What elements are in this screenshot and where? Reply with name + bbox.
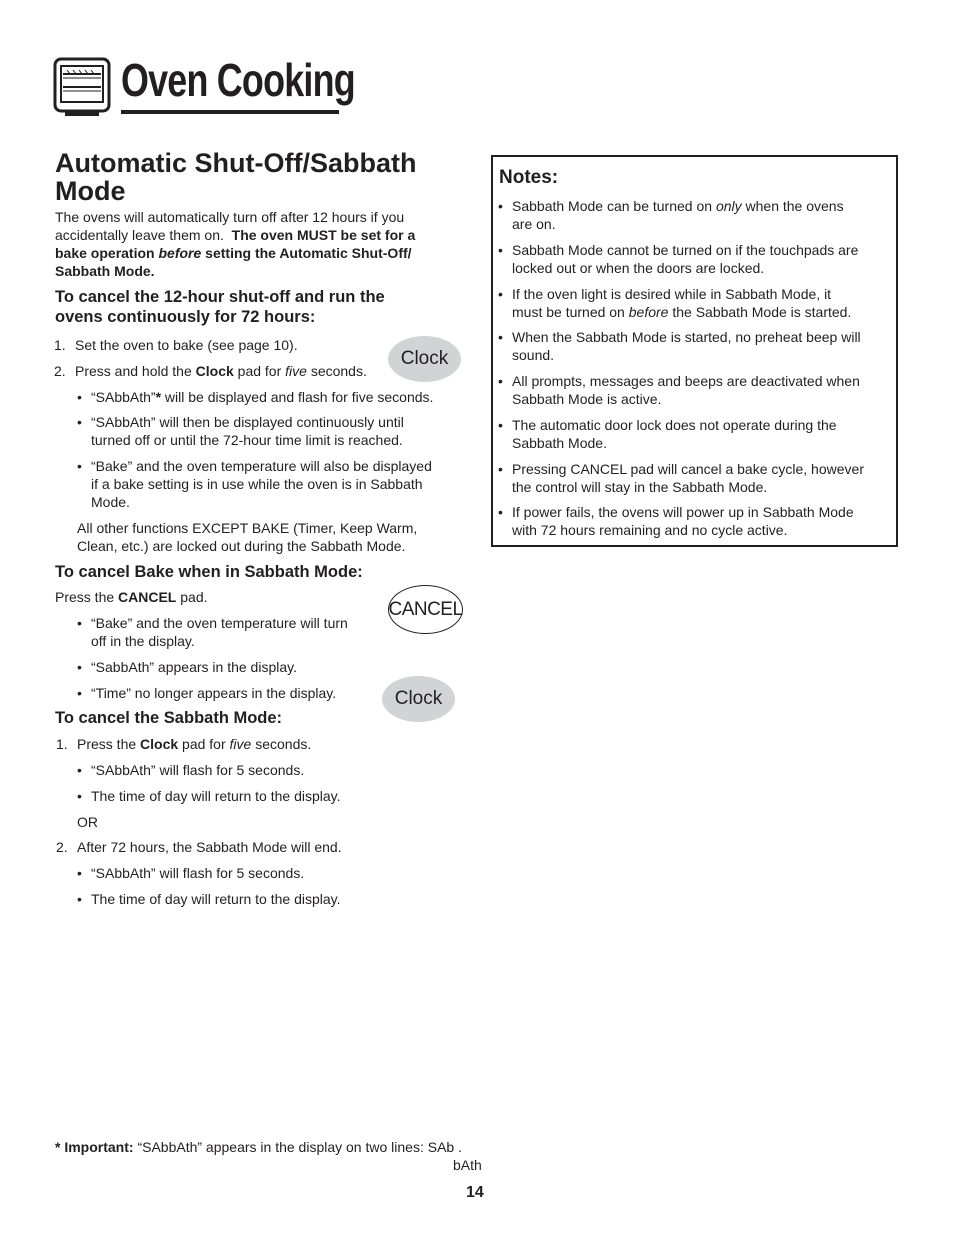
- note-emphasis: before: [628, 304, 669, 320]
- cancel-sabbath-step-2: [56, 838, 342, 856]
- note-item: • Sabbath Mode cannot be turned on if the touchpads are locked out or when the doors are locked.: [498, 242, 859, 276]
- section-title: [55, 149, 416, 205]
- note-line: The automatic door lock does not operate during the: [512, 417, 837, 433]
- step-emphasis: five: [229, 736, 252, 752]
- list-item: • The time of day will return to the display.: [77, 891, 341, 907]
- heading-line: To cancel the 12-hour shut-off and run the: [55, 288, 385, 306]
- page-title: Oven Cooking: [121, 54, 355, 106]
- note-line: Pressing CANCEL pad will cancel a bake cycle, however: [512, 461, 864, 477]
- cancel-bake-heading: To cancel Bake when in Sabbath Mode:: [55, 563, 363, 581]
- list-item: • “SabbAth” appears in the display.: [77, 659, 297, 675]
- intro-emphasis-italic: before: [158, 245, 202, 261]
- clock-pad-label: Clock: [400, 348, 449, 369]
- cancel-12h-step-2: [54, 362, 367, 380]
- note-emphasis: only: [715, 198, 742, 214]
- bullet-text: “SAbbAth” will then be displayed continuously until: [91, 414, 404, 430]
- cancel-sabbath-heading: To cancel the Sabbath Mode:: [55, 709, 283, 727]
- note-item: • Sabbath Mode can be turned on only when the ovens are on.: [498, 198, 844, 232]
- bullet-text: The time of day will return to the display.: [91, 891, 341, 907]
- note-text: the Sabbath Mode is started.: [672, 304, 852, 320]
- step-key: Clock: [140, 736, 179, 752]
- heading-line: ovens continuously for 72 hours:: [55, 308, 316, 326]
- bullet-text: “Bake” and the oven temperature will also be displayed: [91, 458, 432, 474]
- section-title-line-1: Automatic Shut-Off/Sabbath: [55, 148, 417, 178]
- or-separator: OR: [77, 814, 98, 830]
- step-text: seconds.: [310, 363, 367, 379]
- clock-pad-icon: [388, 336, 461, 382]
- intro-emphasis: setting the Automatic Shut-Off/: [205, 245, 412, 261]
- note-line: sound.: [512, 347, 555, 363]
- instruction-key: CANCEL: [118, 589, 177, 605]
- title-underline: [121, 110, 339, 114]
- list-item: • “SAbbAth”* will be displayed and flash for five seconds.: [77, 389, 434, 405]
- intro-paragraph: [55, 208, 455, 280]
- intro-line-2: [55, 226, 455, 244]
- list-item: • “Time” no longer appears in the display.: [77, 685, 337, 701]
- footnote-label: * Important:: [55, 1139, 134, 1155]
- note-line: the control will stay in the Sabbath Mode.: [512, 479, 768, 495]
- clock-pad-icon: [382, 676, 455, 722]
- note-line: with 72 hours remaining and no cycle active.: [512, 522, 788, 538]
- cancel-pad-icon: [388, 585, 463, 634]
- intro-text: accidentally leave them on.: [55, 227, 224, 243]
- bullet-text: Mode.: [91, 494, 130, 510]
- note-line: All prompts, messages and beeps are deactivated when: [512, 373, 860, 389]
- clock-pad-label: Clock: [394, 688, 443, 709]
- note-line: are on.: [512, 216, 556, 232]
- note-item: • If power fails, the ovens will power up in Sabbath Mode with 72 hours remaining and no cycle active.: [498, 504, 854, 538]
- list-item: • “Bake” and the oven temperature will also be displayed if a bake setting is in use while the oven is in Sabbath Mode.: [77, 458, 432, 510]
- bullet-text: The time of day will return to the display.: [91, 788, 341, 804]
- locked-functions-note: [77, 519, 417, 555]
- bullet-text: off in the display.: [91, 633, 195, 649]
- step-emphasis: five: [285, 363, 307, 379]
- bullet-text: “Bake” and the oven temperature will turn: [91, 615, 348, 631]
- cancel-bake-instruction: [55, 588, 208, 606]
- bullet-text: “SAbbAth”: [91, 389, 156, 405]
- page-number: 14: [466, 1184, 484, 1201]
- intro-emphasis: bake operation: [55, 245, 155, 261]
- intro-line-4: Sabbath Mode.: [55, 263, 155, 279]
- note-item: • All prompts, messages and beeps are deactivated when Sabbath Mode is active.: [498, 373, 860, 407]
- note-text: All other functions EXCEPT BAKE (Timer, Keep Warm,: [77, 520, 418, 536]
- instruction-text: Press the: [55, 589, 115, 605]
- step-text: Press the: [77, 736, 137, 752]
- bullet-text: “SAbbAth” will flash for 5 seconds.: [91, 865, 305, 881]
- step-text: After 72 hours, the Sabbath Mode will end.: [77, 839, 342, 855]
- bullet-text: will be displayed and flash for five seconds.: [161, 389, 434, 405]
- step-number: 2.: [54, 363, 66, 379]
- step-text: seconds.: [255, 736, 312, 752]
- intro-line-1: The ovens will automatically turn off after 12 hours if you: [55, 209, 405, 225]
- bullet-text: “SAbbAth” will flash for 5 seconds.: [91, 762, 305, 778]
- note-text: must be turned on: [512, 304, 625, 320]
- cancel-pad-label: CANCEL: [388, 598, 463, 620]
- note-line: Sabbath Mode is active.: [512, 391, 662, 407]
- note-item: • The automatic door lock does not operate during the Sabbath Mode.: [498, 417, 837, 451]
- note-item: • When the Sabbath Mode is started, no preheat beep will sound.: [498, 329, 861, 363]
- step-text: Set the oven to bake (see page 10).: [75, 337, 298, 353]
- step-text: pad for: [237, 363, 282, 379]
- bullet-text: if a bake setting is in use while the oven is in Sabbath: [91, 476, 423, 492]
- footnote-marker: *: [155, 389, 162, 405]
- note-text: when the ovens: [745, 198, 844, 214]
- bullet-text: “SabbAth” appears in the display.: [91, 659, 297, 675]
- step-number: 1.: [54, 337, 66, 353]
- bullet-text: “Time” no longer appears in the display.: [91, 685, 337, 701]
- footnote-line-2: bAth: [453, 1157, 482, 1173]
- note-item: • If the oven light is desired while in Sabbath Mode, it must be turned on before the Sabbath Mode is started.: [498, 286, 852, 320]
- step-text: pad for: [182, 736, 226, 752]
- list-item: • “Bake” and the oven temperature will turn off in the display.: [77, 615, 348, 649]
- bullet-text: turned off or until the 72-hour time limit is reached.: [91, 432, 403, 448]
- oven-icon: [53, 57, 111, 117]
- note-line: [512, 197, 844, 215]
- cancel-sabbath-step-1: [56, 735, 312, 753]
- note-line: When the Sabbath Mode is started, no preheat beep will: [512, 329, 861, 345]
- note-line: Sabbath Mode.: [512, 435, 607, 451]
- instruction-text: pad.: [180, 589, 208, 605]
- intro-emphasis: The oven MUST be set for a: [231, 227, 416, 243]
- list-item: • “SAbbAth” will then be displayed continuously until turned off or until the 72-hour time limit is reached.: [77, 414, 404, 448]
- note-line: If power fails, the ovens will power up in Sabbath Mode: [512, 504, 854, 520]
- step-text: Press and hold the: [75, 363, 192, 379]
- list-item: • “SAbbAth” will flash for 5 seconds.: [77, 762, 305, 778]
- footnote-text: “SAbbAth” appears in the display on two lines: SAb .: [137, 1139, 462, 1155]
- notes-title: Notes:: [499, 167, 559, 188]
- cancel-12h-heading: [55, 287, 455, 327]
- note-item: • Pressing CANCEL pad will cancel a bake cycle, however the control will stay in the Sabbath Mode.: [498, 461, 864, 495]
- intro-line-3: [55, 244, 455, 262]
- list-item: • “SAbbAth” will flash for 5 seconds.: [77, 865, 305, 881]
- step-key: Clock: [195, 363, 234, 379]
- list-item: • The time of day will return to the display.: [77, 788, 341, 804]
- note-text: Sabbath Mode can be turned on: [512, 198, 713, 214]
- cancel-12h-step-1: [54, 336, 298, 354]
- step-number: 1.: [56, 736, 68, 752]
- note-line: [512, 303, 851, 321]
- note-line: locked out or when the doors are locked.: [512, 260, 765, 276]
- note-line: If the oven light is desired while in Sabbath Mode, it: [512, 286, 832, 302]
- note-line: Sabbath Mode cannot be turned on if the touchpads are: [512, 242, 859, 258]
- note-text: Clean, etc.) are locked out during the Sabbath Mode.: [77, 538, 406, 554]
- section-title-line-2: Mode: [55, 176, 126, 206]
- footnote: [55, 1138, 462, 1156]
- step-number: 2.: [56, 839, 68, 855]
